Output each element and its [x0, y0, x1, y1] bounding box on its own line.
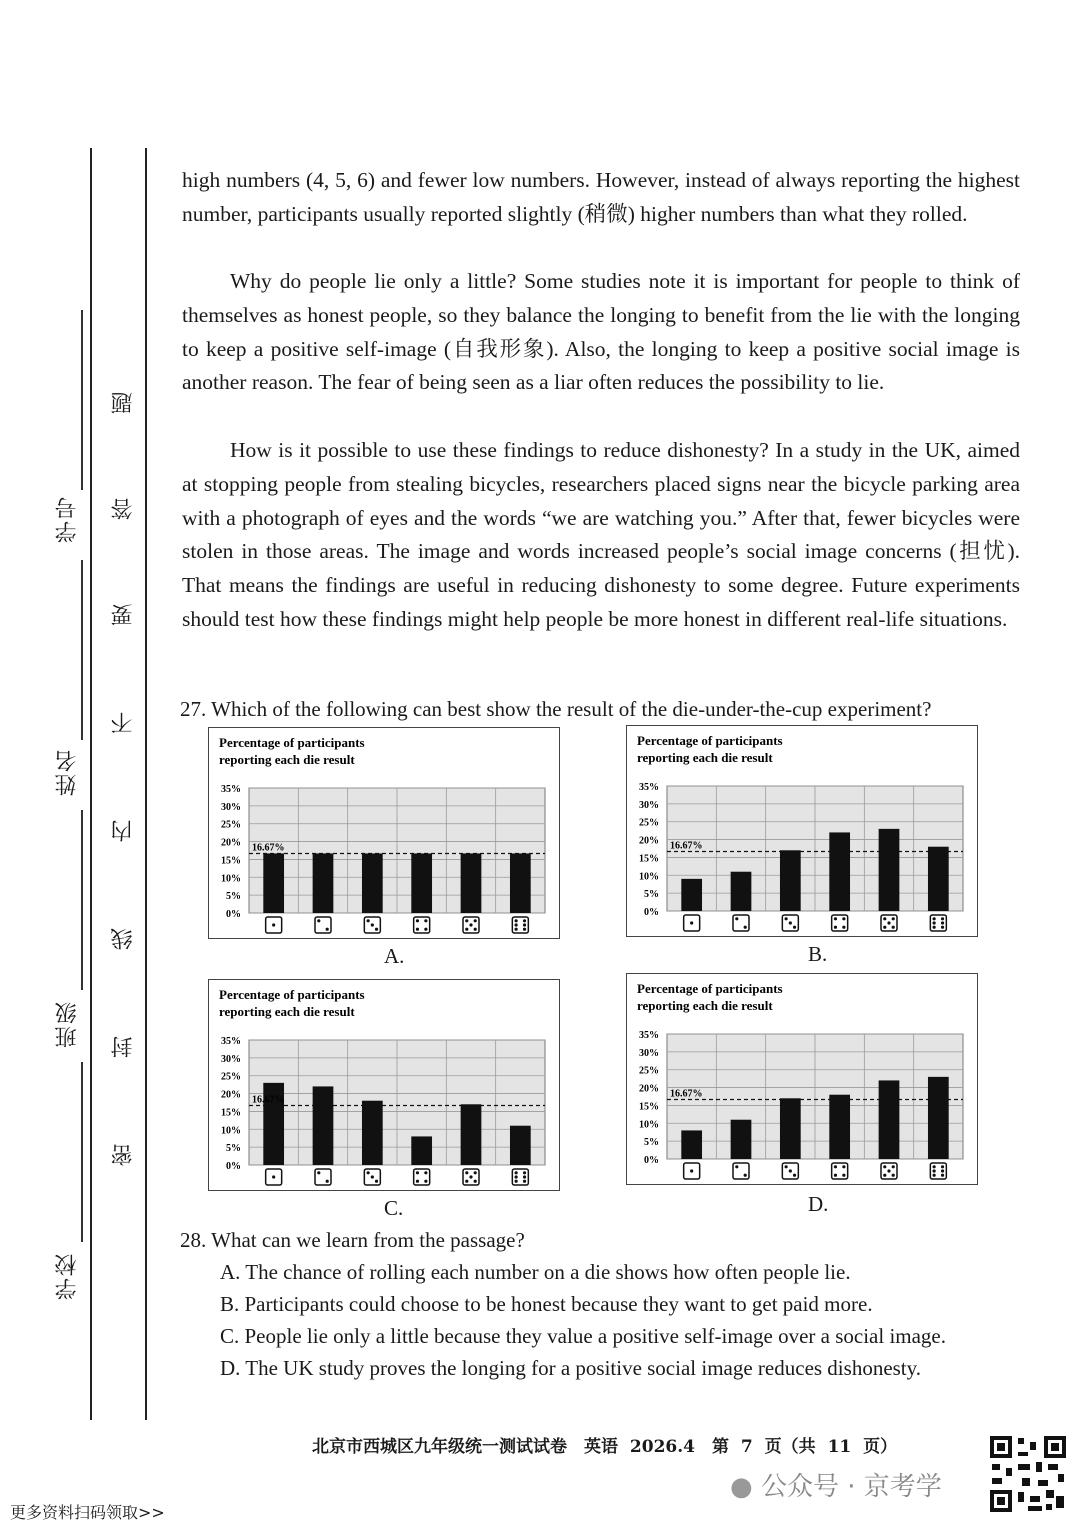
- die-pip: [785, 917, 788, 920]
- die-pip: [416, 928, 419, 931]
- bar: [780, 1098, 801, 1159]
- die-pip: [367, 919, 370, 922]
- chart-subtitle: reporting each die result: [637, 750, 773, 765]
- chart-subtitle: reporting each die result: [219, 752, 355, 767]
- die-pip: [789, 921, 792, 924]
- die-pip: [515, 1175, 518, 1178]
- bar: [731, 1120, 752, 1159]
- y-tick-label: 5%: [644, 1137, 659, 1149]
- y-tick-label: 15%: [221, 1107, 241, 1119]
- bar: [829, 832, 850, 911]
- watermark-text: 公众号 · 京考学: [760, 1472, 942, 1502]
- y-tick-label: 5%: [644, 889, 659, 901]
- die-pip: [842, 926, 845, 929]
- die-pip: [371, 923, 374, 926]
- die-pip: [842, 1174, 845, 1177]
- bar: [681, 1130, 702, 1159]
- die-pip: [744, 926, 747, 929]
- y-tick-label: 30%: [221, 801, 241, 813]
- q28-option-a[interactable]: A. The chance of rolling each number on a die shows how often people lie.: [220, 1260, 851, 1284]
- y-tick-label: 25%: [639, 1065, 659, 1077]
- die-pip: [375, 928, 378, 931]
- die-pip: [465, 1180, 468, 1183]
- die-pip: [515, 928, 518, 931]
- q28-option-c[interactable]: C. People lie only a little because they value a positive self-image over a social image.: [220, 1324, 947, 1348]
- die-pip: [793, 1174, 796, 1177]
- die-pip: [842, 917, 845, 920]
- y-tick-label: 25%: [221, 819, 241, 831]
- die-face-icon: [832, 1163, 848, 1179]
- die-pip: [474, 1171, 477, 1174]
- bar: [461, 853, 482, 913]
- bar: [928, 1077, 949, 1159]
- die-pip: [317, 1171, 320, 1174]
- y-tick-label: 35%: [639, 1030, 659, 1041]
- y-tick-label: 10%: [639, 1119, 659, 1131]
- warning-char: 封: [111, 1036, 136, 1058]
- option-d-label: D.: [808, 1192, 829, 1216]
- die-pip: [735, 1165, 738, 1168]
- bar: [879, 829, 900, 911]
- die-pip: [789, 1169, 792, 1172]
- die-pip: [523, 928, 526, 931]
- die-pip: [941, 926, 944, 929]
- bar: [879, 1080, 900, 1159]
- die-pip: [933, 1174, 936, 1177]
- die-pip: [941, 1165, 944, 1168]
- chart-title: Percentage of participants: [219, 987, 365, 1002]
- wechat-icon: ●: [730, 1472, 753, 1502]
- option-c-label: C.: [384, 1196, 404, 1220]
- y-tick-label: 10%: [639, 871, 659, 883]
- die-pip: [933, 917, 936, 920]
- die-pip: [834, 926, 837, 929]
- y-tick-label: 25%: [221, 1071, 241, 1083]
- bar: [780, 850, 801, 911]
- reference-label: 16.67%: [252, 1094, 285, 1106]
- die-face-icon: [414, 1169, 430, 1185]
- die-pip: [744, 1174, 747, 1177]
- die-pip: [834, 1174, 837, 1177]
- reference-label: 16.67%: [670, 1088, 703, 1100]
- warning-char: 答: [111, 498, 136, 520]
- die-pip: [272, 1175, 275, 1178]
- reference-label: 16.67%: [670, 840, 703, 852]
- die-pip: [941, 1169, 944, 1172]
- bar: [411, 1136, 432, 1165]
- die-pip: [515, 919, 518, 922]
- die-pip: [317, 919, 320, 922]
- die-pip: [523, 923, 526, 926]
- bar: [362, 1101, 383, 1165]
- die-pip: [834, 1165, 837, 1168]
- watermark: [730, 1466, 942, 1503]
- chart-option-a[interactable]: [208, 727, 560, 939]
- page-footer: 北京市西城区九年级统一测试试卷 英语 2026.4 第 7 页（共 11 页）: [312, 1437, 898, 1457]
- die-pip: [474, 919, 477, 922]
- y-tick-label: 15%: [639, 1101, 659, 1113]
- qr-code-icon[interactable]: [988, 1434, 1068, 1514]
- die-pip: [883, 1165, 886, 1168]
- bar-chart: [627, 974, 977, 1184]
- die-pip: [515, 923, 518, 926]
- bar: [681, 879, 702, 911]
- die-pip: [941, 921, 944, 924]
- die-pip: [933, 921, 936, 924]
- die-pip: [416, 1171, 419, 1174]
- die-pip: [465, 919, 468, 922]
- warning-char: 密: [111, 1144, 136, 1166]
- chart-subtitle: reporting each die result: [219, 1004, 355, 1019]
- y-tick-label: 25%: [639, 817, 659, 829]
- school-label: 学校: [55, 1252, 80, 1300]
- y-tick-label: 10%: [221, 1125, 241, 1137]
- die-pip: [735, 917, 738, 920]
- question-28: 28. What can we learn from the passage?: [180, 1228, 525, 1252]
- die-pip: [883, 917, 886, 920]
- q28-option-b[interactable]: B. Participants could choose to be honest because they want to get paid more.: [220, 1292, 873, 1316]
- warning-char: 内: [111, 820, 136, 842]
- option-b-label: B.: [808, 942, 828, 966]
- y-tick-label: 20%: [639, 1083, 659, 1095]
- y-tick-label: 0%: [644, 1155, 659, 1166]
- die-pip: [515, 1171, 518, 1174]
- die-pip: [424, 1171, 427, 1174]
- bar: [510, 1126, 531, 1165]
- bar: [510, 853, 531, 913]
- die-pip: [326, 1180, 329, 1183]
- die-pip: [523, 1175, 526, 1178]
- warning-char: 要: [111, 604, 136, 626]
- die-pip: [523, 1171, 526, 1174]
- die-pip: [523, 919, 526, 922]
- bar-chart: [209, 980, 559, 1190]
- die-pip: [416, 1180, 419, 1183]
- warning-char: 线: [111, 928, 136, 950]
- die-pip: [424, 1180, 427, 1183]
- passage-paragraph: How is it possible to use these findings to reduce dishonesty? In a study in the UK, aimed at stopping people from stealing bicycles, researchers placed signs near the bicycle parking area with a photograph of eyes and the words “we are watching you.” After that, fewer bicycles were stolen in those areas. The image and words increased people’s social image concerns (担忧). That means the findings are useful in reducing dishonesty to some degree. Future experiments should test how these findings might help people be more honest in different real-life situations.: [182, 438, 1020, 631]
- die-pip: [465, 1171, 468, 1174]
- bar: [829, 1095, 850, 1159]
- y-tick-label: 5%: [226, 1143, 241, 1155]
- die-pip: [469, 923, 472, 926]
- die-pip: [933, 1169, 936, 1172]
- question-27: 27. Which of the following can best show the result of the die-under-the-cup experiment?: [180, 697, 932, 721]
- bar: [928, 847, 949, 911]
- bar: [313, 1086, 334, 1165]
- die-pip: [465, 928, 468, 931]
- passage-paragraph: high numbers (4, 5, 6) and fewer low numbers. However, instead of always reporting the highest number, participants usually reported slightly (稍微) higher numbers than what they rolled.: [182, 168, 1020, 226]
- y-tick-label: 35%: [639, 782, 659, 793]
- y-tick-label: 35%: [221, 1036, 241, 1047]
- die-pip: [933, 926, 936, 929]
- die-pip: [424, 919, 427, 922]
- student-id-label: 学号: [55, 495, 80, 543]
- die-pip: [887, 921, 890, 924]
- chart-title: Percentage of participants: [637, 981, 783, 996]
- die-face-icon: [414, 917, 430, 933]
- die-pip: [515, 1180, 518, 1183]
- die-pip: [424, 928, 427, 931]
- die-pip: [834, 917, 837, 920]
- class-label: 班级: [55, 1000, 80, 1048]
- die-face-icon: [832, 915, 848, 931]
- die-pip: [892, 917, 895, 920]
- die-face-icon: [315, 917, 331, 933]
- warning-char: 不: [111, 712, 136, 734]
- y-tick-label: 15%: [221, 855, 241, 867]
- chart-subtitle: reporting each die result: [637, 998, 773, 1013]
- die-pip: [474, 928, 477, 931]
- chart-title: Percentage of participants: [637, 733, 783, 748]
- binding-line-outer: [90, 148, 92, 1420]
- y-tick-label: 20%: [221, 837, 241, 849]
- chart-title: Percentage of participants: [219, 735, 365, 750]
- q28-option-d[interactable]: D. The UK study proves the longing for a positive social image reduces dishonesty.: [220, 1356, 922, 1380]
- passage-paragraph: Why do people lie only a little? Some studies note it is important for people to think of themselves as honest people, so they balance the longing to benefit from the lie with the longing to keep a positive self-image (自我形象). Also, the longing to keep a positive social image is another reason. The fear of being seen as a liar often reduces the possibility to lie.: [182, 269, 1020, 395]
- die-face-icon: [733, 915, 749, 931]
- y-tick-label: 20%: [639, 835, 659, 847]
- die-pip: [793, 926, 796, 929]
- reference-label: 16.67%: [252, 842, 285, 854]
- die-pip: [375, 1180, 378, 1183]
- bar: [731, 872, 752, 911]
- y-tick-label: 5%: [226, 891, 241, 903]
- y-tick-label: 20%: [221, 1089, 241, 1101]
- die-pip: [371, 1175, 374, 1178]
- die-pip: [892, 1174, 895, 1177]
- die-pip: [367, 1171, 370, 1174]
- die-pip: [469, 1175, 472, 1178]
- y-tick-label: 30%: [639, 799, 659, 811]
- y-tick-label: 15%: [639, 853, 659, 865]
- die-pip: [883, 1174, 886, 1177]
- bar: [362, 853, 383, 913]
- die-pip: [690, 921, 693, 924]
- name-label: 姓名: [55, 748, 80, 796]
- die-pip: [883, 926, 886, 929]
- y-tick-label: 10%: [221, 873, 241, 885]
- die-pip: [272, 923, 275, 926]
- die-pip: [785, 1165, 788, 1168]
- die-pip: [690, 1169, 693, 1172]
- name-blank: [81, 560, 83, 740]
- option-a-label: A.: [384, 944, 405, 968]
- bar: [313, 853, 334, 913]
- die-face-icon: [733, 1163, 749, 1179]
- binding-line-inner: [145, 148, 147, 1420]
- chart-option-c[interactable]: [208, 979, 560, 1191]
- bar: [461, 1104, 482, 1165]
- die-pip: [523, 1180, 526, 1183]
- die-pip: [416, 919, 419, 922]
- chart-option-b[interactable]: [626, 725, 978, 937]
- die-pip: [892, 1165, 895, 1168]
- y-tick-label: 30%: [221, 1053, 241, 1065]
- bar-chart: [209, 728, 559, 938]
- bar-chart: [627, 726, 977, 936]
- die-face-icon: [315, 1169, 331, 1185]
- die-pip: [933, 1165, 936, 1168]
- y-tick-label: 0%: [644, 907, 659, 918]
- die-pip: [474, 1180, 477, 1183]
- bar: [411, 853, 432, 913]
- class-blank: [81, 810, 83, 990]
- die-pip: [326, 928, 329, 931]
- die-pip: [842, 1165, 845, 1168]
- more-resources-link[interactable]: 更多资料扫码领取>>: [10, 1503, 165, 1522]
- school-blank: [81, 1062, 83, 1242]
- die-pip: [941, 1174, 944, 1177]
- die-pip: [892, 926, 895, 929]
- chart-option-d[interactable]: [626, 973, 978, 1185]
- y-tick-label: 35%: [221, 784, 241, 795]
- y-tick-label: 0%: [226, 1161, 241, 1172]
- die-pip: [887, 1169, 890, 1172]
- bar: [263, 853, 284, 913]
- student-id-blank: [81, 310, 83, 490]
- warning-char: 题: [111, 392, 136, 414]
- die-pip: [941, 917, 944, 920]
- y-tick-label: 0%: [226, 909, 241, 920]
- y-tick-label: 30%: [639, 1047, 659, 1059]
